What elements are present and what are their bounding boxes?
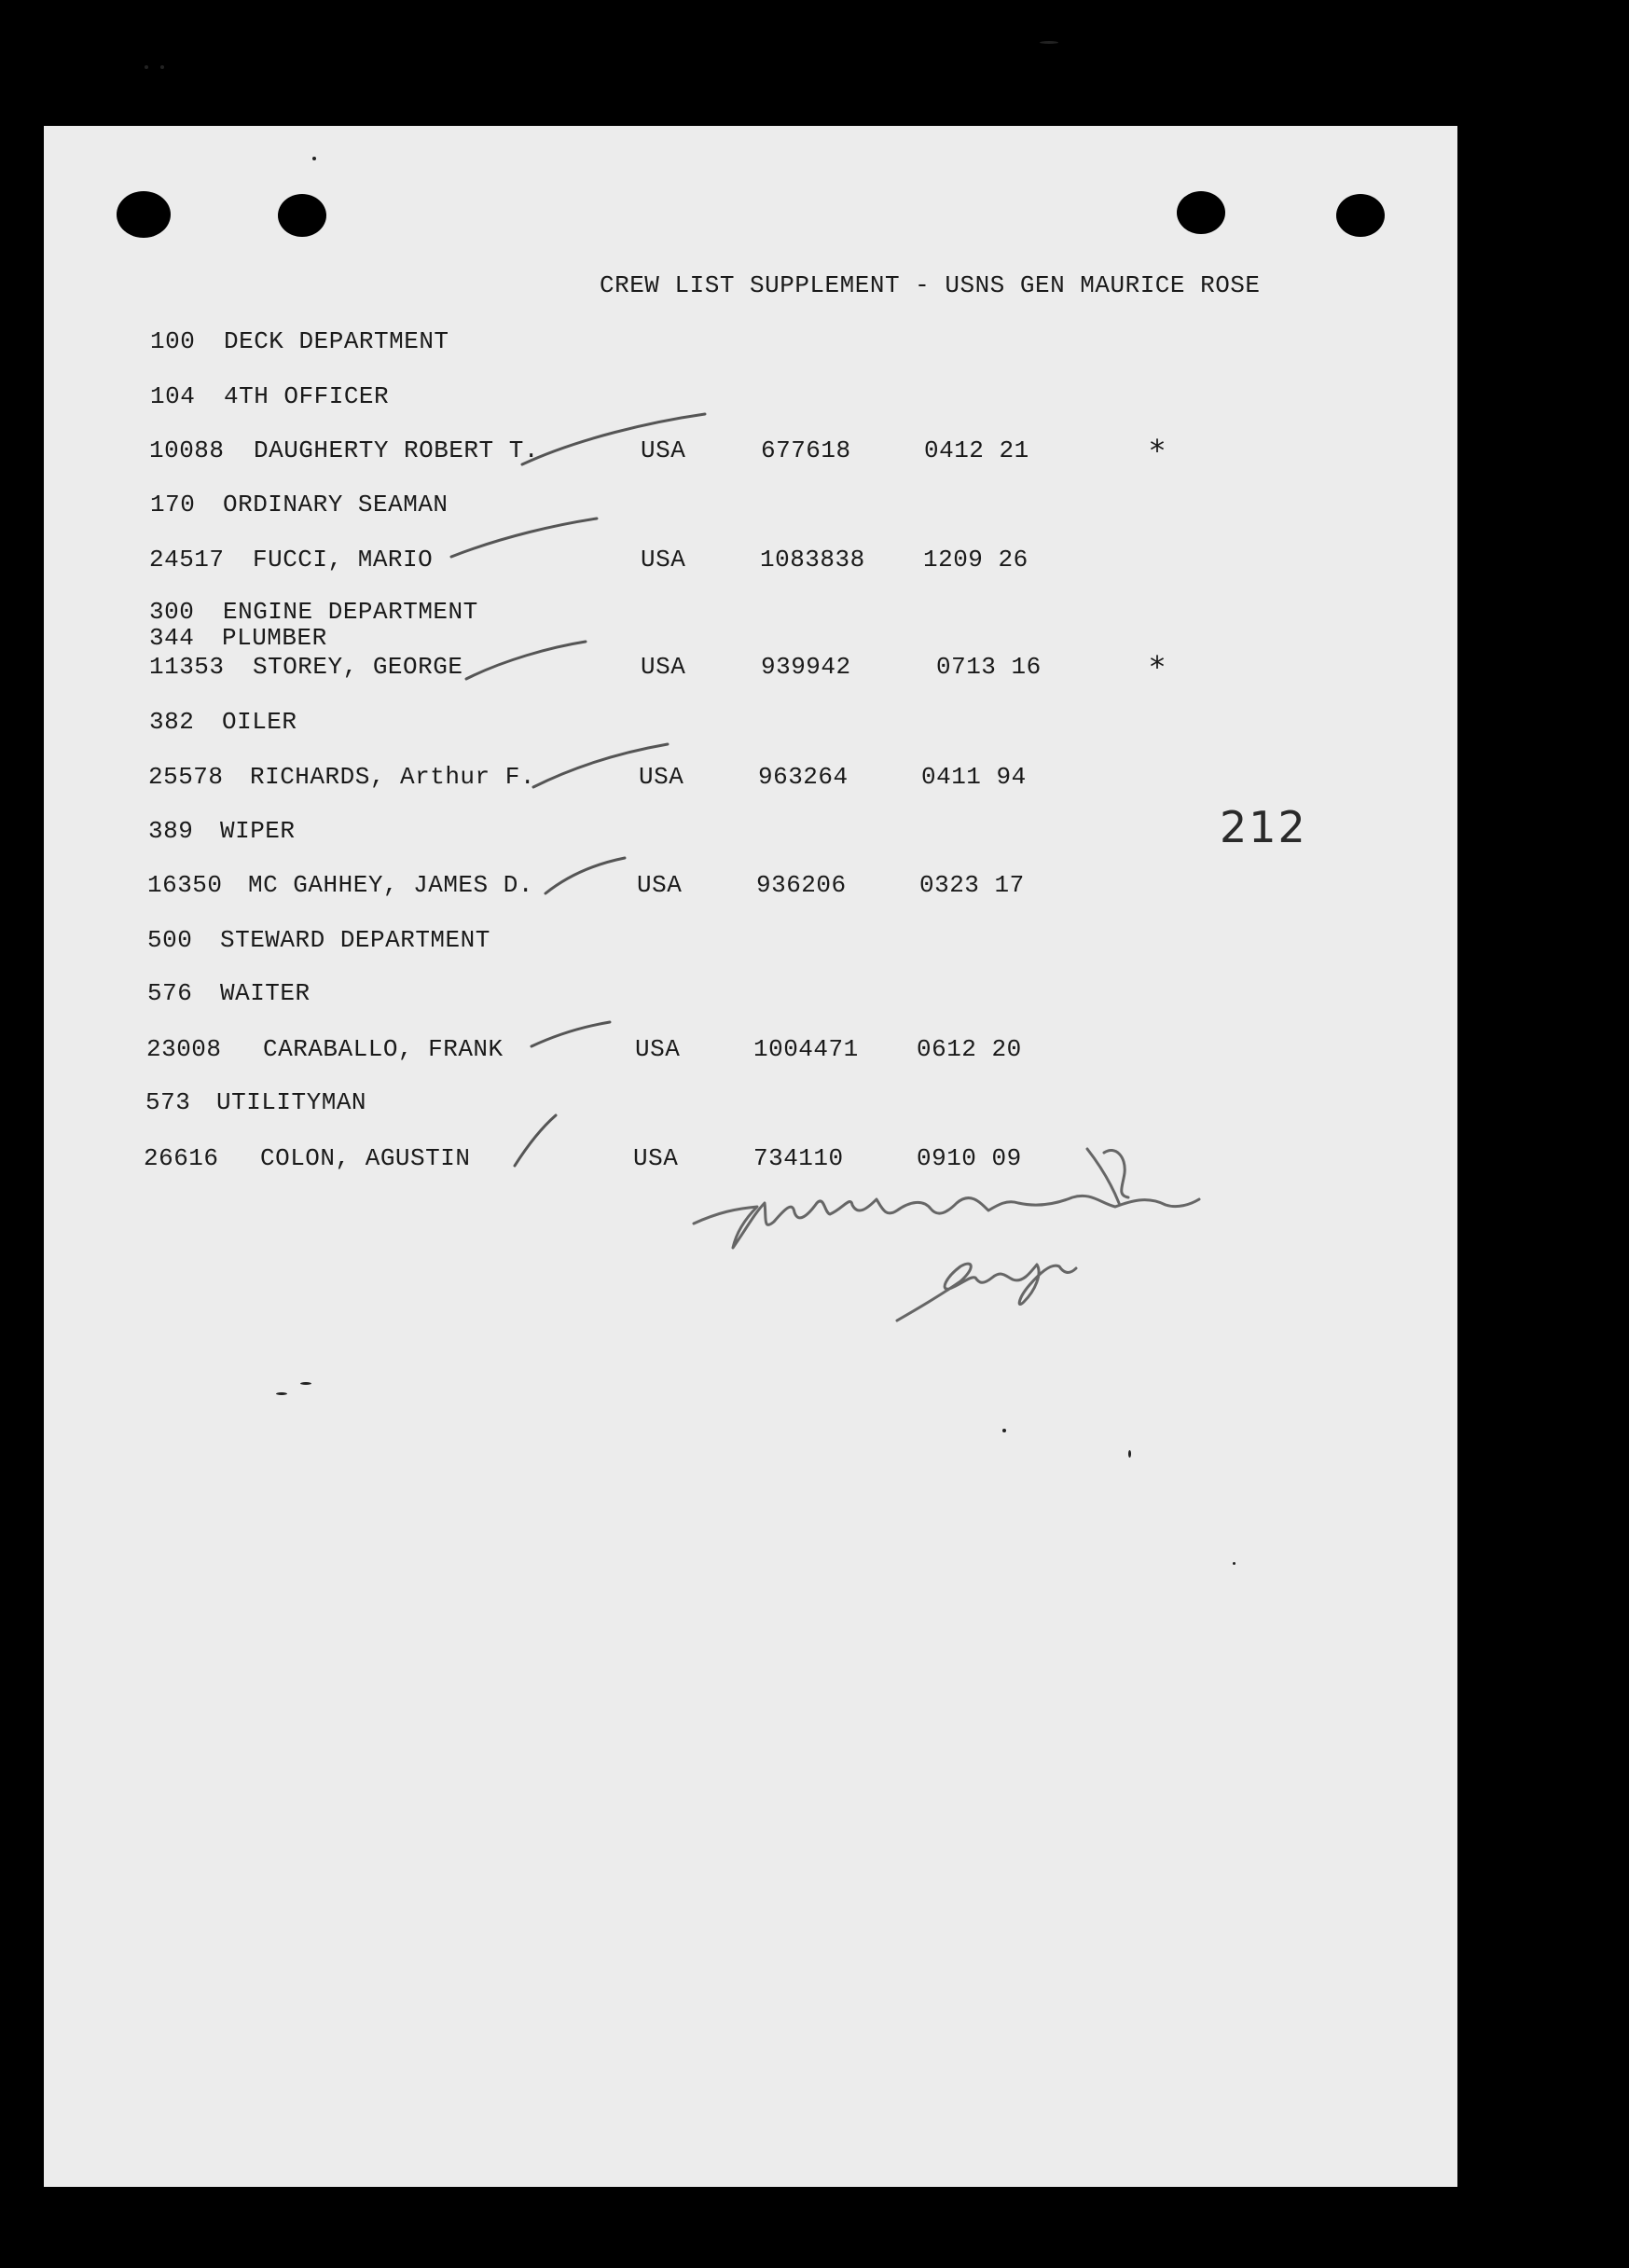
crew-id: 16350 <box>147 871 223 899</box>
crew-date: 0411 94 <box>921 763 1027 791</box>
department-label: STEWARD DEPARTMENT <box>220 926 490 954</box>
department-code: 500 <box>147 926 193 954</box>
paper-speck <box>1002 1429 1006 1432</box>
department-code: 170 <box>150 491 196 519</box>
crew-name: DAUGHERTY ROBERT T. <box>254 436 539 464</box>
crew-id: 24517 <box>149 546 225 574</box>
department-label: DECK DEPARTMENT <box>224 327 449 355</box>
crew-id: 25578 <box>148 763 224 791</box>
paper-speck <box>1128 1450 1131 1458</box>
department-label: PLUMBER <box>222 624 327 652</box>
paper-speck <box>145 65 148 69</box>
crew-date: 0323 17 <box>919 871 1025 899</box>
crew-number: 1083838 <box>760 546 865 574</box>
department-code: 104 <box>150 382 196 410</box>
crew-id: 11353 <box>149 653 225 681</box>
crew-number: 936206 <box>756 871 847 899</box>
department-label: WAITER <box>220 979 311 1007</box>
crew-date: 0612 20 <box>917 1035 1022 1063</box>
crew-number: 677618 <box>761 436 851 464</box>
department-code: 576 <box>147 979 193 1007</box>
crew-date: 1209 26 <box>923 546 1028 574</box>
crew-number: 939942 <box>761 653 851 681</box>
crew-country: USA <box>633 1144 679 1172</box>
crew-name: COLON, AGUSTIN <box>260 1144 471 1172</box>
crew-number: 734110 <box>753 1144 844 1172</box>
crew-date: 0412 21 <box>924 436 1029 464</box>
crew-name: MC GAHHEY, JAMES D. <box>248 871 533 899</box>
paper-speck <box>276 1392 287 1395</box>
paper-speck <box>300 1382 311 1385</box>
department-code: 389 <box>148 817 194 845</box>
asterisk-mark: * <box>1150 433 1165 468</box>
department-code: 382 <box>149 708 195 736</box>
crew-name: CARABALLO, FRANK <box>263 1035 504 1063</box>
crew-country: USA <box>641 546 686 574</box>
crew-id: 10088 <box>149 436 225 464</box>
department-label: OILER <box>222 708 297 736</box>
crew-number: 963264 <box>758 763 849 791</box>
crew-name: RICHARDS, Arthur F. <box>250 763 535 791</box>
department-label: 4TH OFFICER <box>224 382 390 410</box>
department-code: 573 <box>145 1088 191 1116</box>
crew-date: 0713 16 <box>936 653 1042 681</box>
crew-country: USA <box>637 871 683 899</box>
department-code: 344 <box>149 624 195 652</box>
crew-id: 23008 <box>146 1035 222 1063</box>
crew-number: 1004471 <box>753 1035 859 1063</box>
department-label: ENGINE DEPARTMENT <box>223 598 478 626</box>
paper-speck <box>1233 1562 1236 1565</box>
department-label: WIPER <box>220 817 296 845</box>
crew-id: 26616 <box>144 1144 219 1172</box>
crew-country: USA <box>641 436 686 464</box>
department-label: ORDINARY SEAMAN <box>223 491 449 519</box>
department-label: UTILITYMAN <box>216 1088 367 1116</box>
paper-speck <box>312 157 316 160</box>
crew-country: USA <box>635 1035 681 1063</box>
asterisk-mark: * <box>1150 649 1165 685</box>
department-code: 100 <box>150 327 196 355</box>
page-title: CREW LIST SUPPLEMENT - USNS GEN MAURICE ROSE <box>600 271 1261 299</box>
paper-speck <box>1040 41 1058 44</box>
page-number-stamp: 212 <box>1220 802 1307 852</box>
crew-country: USA <box>641 653 686 681</box>
department-code: 300 <box>149 598 195 626</box>
paper-speck <box>160 65 164 69</box>
crew-country: USA <box>639 763 684 791</box>
crew-name: STOREY, GEORGE <box>253 653 463 681</box>
crew-name: FUCCI, MARIO <box>253 546 434 574</box>
crew-date: 0910 09 <box>917 1144 1022 1172</box>
